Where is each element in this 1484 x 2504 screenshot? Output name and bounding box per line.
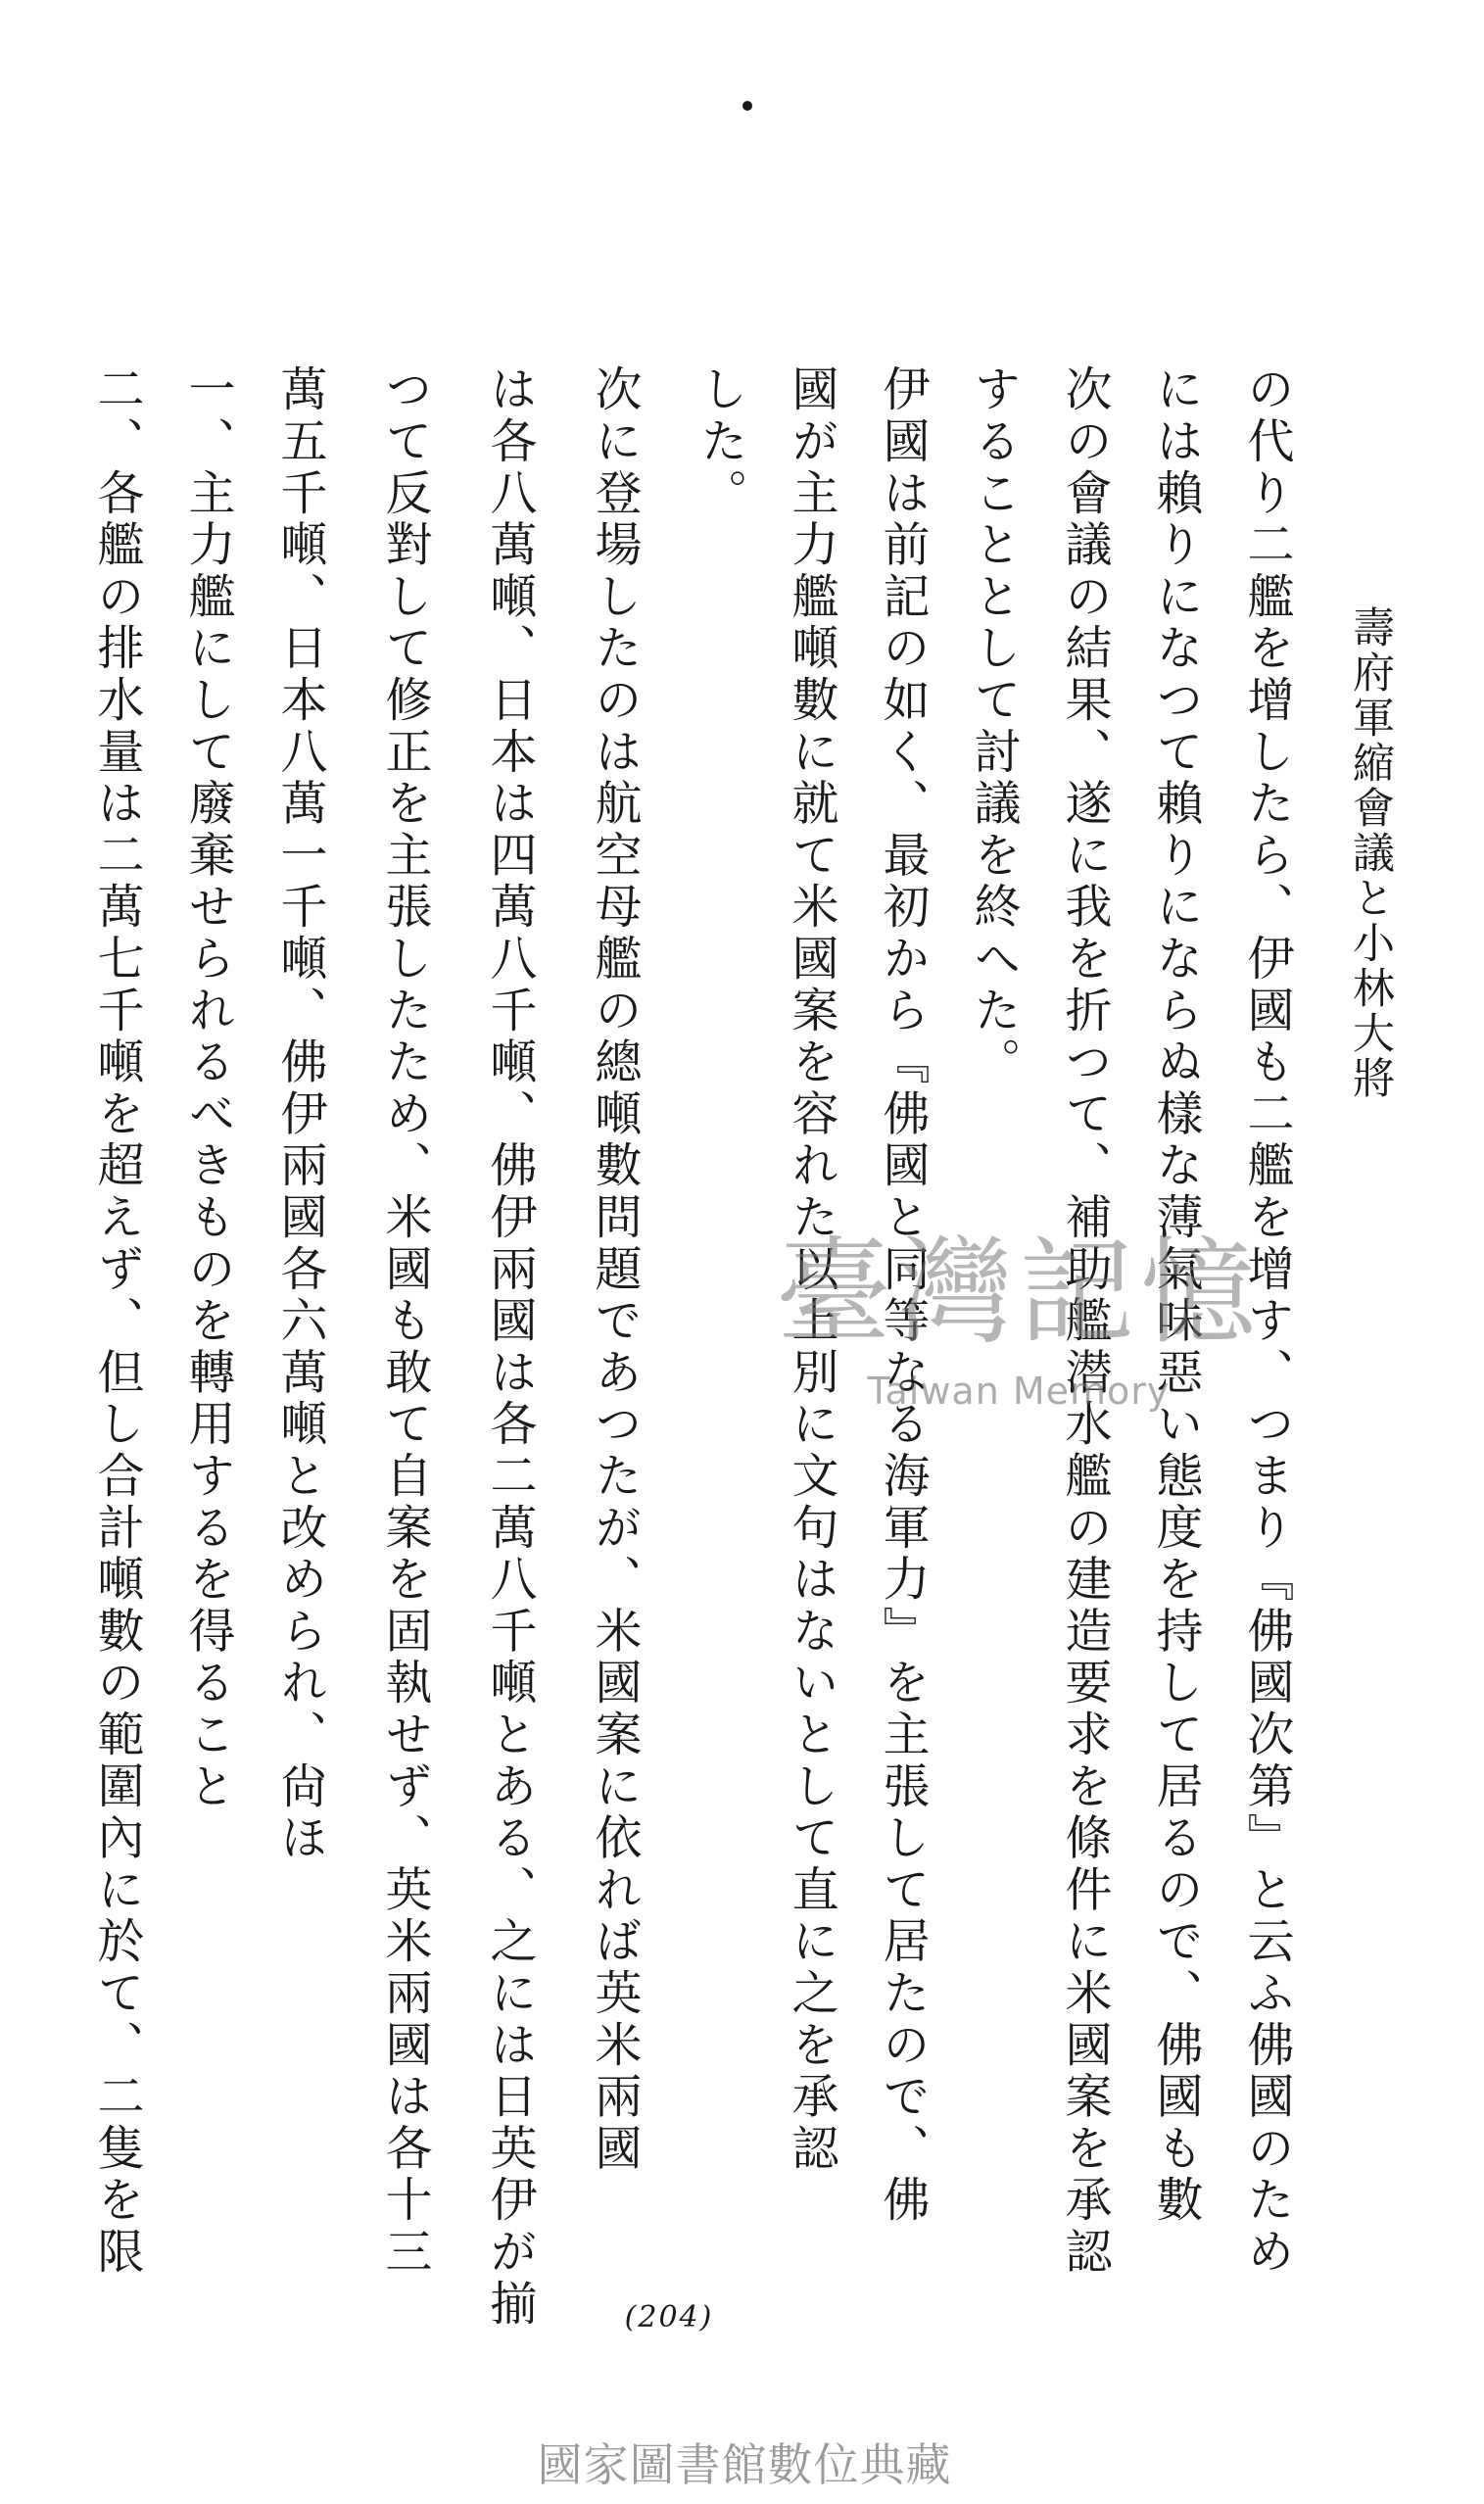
- running-header: 壽府軍縮會議と小林大將: [1346, 605, 1395, 1101]
- ink-dot: [742, 101, 752, 111]
- watermark-glyphs: 臺灣記憶: [775, 1225, 1262, 1360]
- text-column-3: 次の會議の結果、遂に我を折つて、補助艦潜水艦の建造要求を條件に米國案を承認: [1057, 364, 1112, 2279]
- text-column-11: 萬五千噸、日本八萬一千噸、佛伊兩國各六萬噸と改められ、尙ほ: [272, 364, 327, 1865]
- text-column-1: の代り二艦を增したら、伊國も二艦を增す、つまり『佛國次第』と云ふ佛國のため: [1239, 364, 1294, 2279]
- text-column-2: には賴りになつて賴りにならぬ樣な薄氣味惡い態度を持して居るので、佛國も數: [1148, 364, 1203, 2227]
- text-column-9: は各八萬噸、日本は四萬八千噸、佛伊兩國は各二萬八千噸とある、之には日英伊が揃: [482, 364, 537, 2331]
- text-column-10: つて反對して修正を主張したため、米國も敢て自案を固執せず、英米兩國は各十三: [377, 364, 432, 2279]
- text-column-7: した。: [693, 364, 747, 520]
- text-column-13: 二、各艦の排水量は二萬七千噸を超えず、但し合計噸數の範圍內に於て、二隻を限: [89, 364, 144, 2279]
- archive-footer: 國家圖書館數位典藏: [537, 2438, 952, 2491]
- text-column-6: 國が主力艦噸數に就て米國案を容れた以上別に文句はないとして直に之を承認: [784, 364, 838, 2175]
- watermark-text: Taiwan Memory: [867, 1370, 1171, 1413]
- text-column-5: 伊國は前記の如く、最初から『佛國と同等なる海軍力』を主張して居たので、佛: [875, 364, 930, 2227]
- page-number: (204): [624, 2300, 714, 2335]
- text-column-12: 一、主力艦にして廢棄せられるべきものを轉用するを得ること: [180, 364, 235, 1813]
- text-column-8: 次に登場したのは航空母艦の總噸數問題であつたが、米國案に依れば英米兩國: [587, 364, 642, 2175]
- text-column-4: することとして討議を終へた。: [966, 364, 1021, 1089]
